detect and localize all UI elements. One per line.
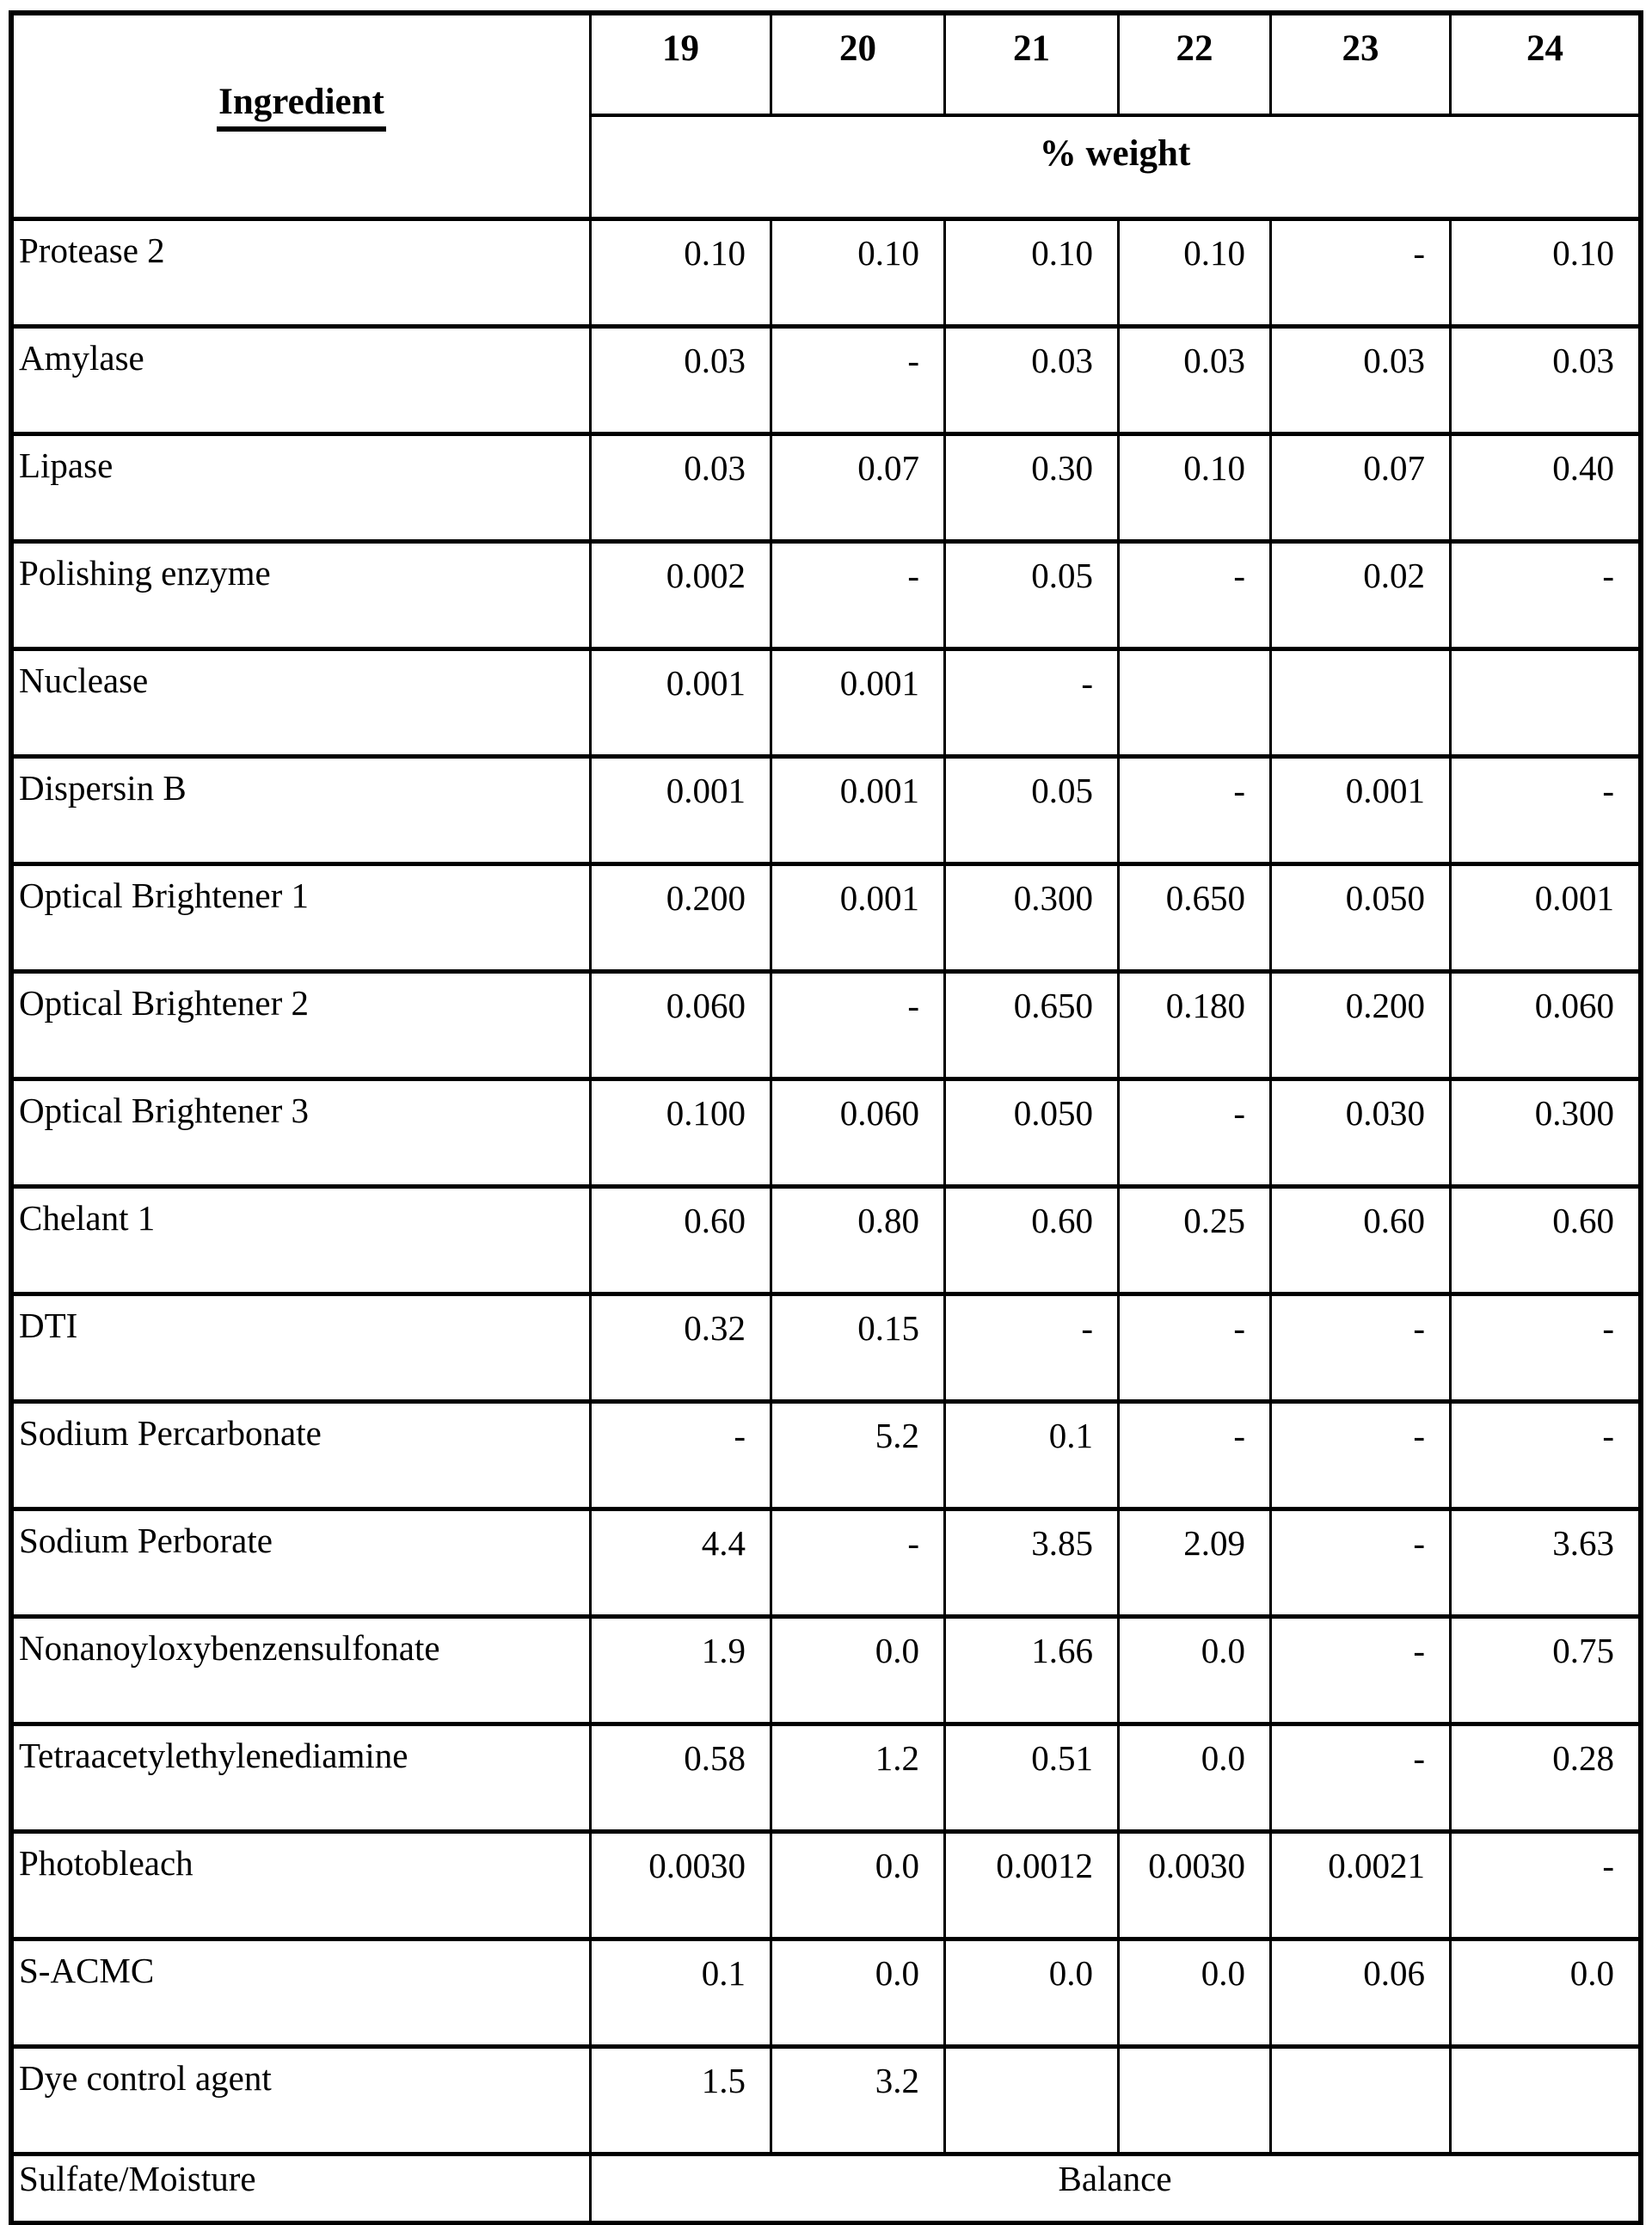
value-cell: 0.05 [946,544,1120,651]
column-header-22: 22 [1120,15,1272,117]
value-cell: - [1120,544,1272,651]
value-cell: - [1452,1404,1638,1511]
value-cell: 0.80 [772,1189,946,1296]
value-cell: 0.1 [592,1941,772,2049]
value-cell: 0.300 [1452,1081,1638,1189]
value-cell: - [1272,221,1452,329]
ingredient-cell: S-ACMC [14,1941,592,2049]
ingredient-cell: Lipase [14,436,592,544]
value-cell: 0.0 [946,1941,1120,2049]
value-cell: 0.30 [946,436,1120,544]
value-cell: 0.0 [1120,1726,1272,1834]
value-cell: 0.0 [1120,1619,1272,1726]
value-cell: 0.10 [592,221,772,329]
ingredient-cell: Dye control agent [14,2049,592,2156]
value-cell: - [1452,1296,1638,1404]
value-cell: 0.0030 [592,1834,772,1941]
column-header-20: 20 [772,15,946,117]
value-cell: 3.63 [1452,1511,1638,1619]
value-cell [1272,2049,1452,2156]
value-cell [1272,651,1452,759]
value-cell: 0.030 [1272,1081,1452,1189]
column-header-24: 24 [1452,15,1638,117]
value-cell: 0.0012 [946,1834,1120,1941]
value-cell: 0.0 [1120,1941,1272,2049]
ingredient-cell: Polishing enzyme [14,544,592,651]
partial-row-ingredient-cell: Sulfate/Moisture [14,2156,592,2225]
ingredient-cell: Nonanoyloxybenzensulfonate [14,1619,592,1726]
column-header-21: 21 [946,15,1120,117]
value-cell: 0.10 [1120,221,1272,329]
value-cell: 0.0030 [1120,1834,1272,1941]
value-cell: 0.60 [946,1189,1120,1296]
ingredient-header-label: Ingredient [217,82,386,132]
value-cell: 0.03 [592,329,772,436]
value-cell: - [1272,1619,1452,1726]
value-cell: - [1452,1834,1638,1941]
value-cell: 0.300 [946,866,1120,974]
value-cell: - [1120,1296,1272,1404]
value-cell: 3.2 [772,2049,946,2156]
value-cell: 0.58 [592,1726,772,1834]
value-cell: 1.5 [592,2049,772,2156]
value-cell: 0.001 [772,866,946,974]
value-cell: 0.03 [592,436,772,544]
value-cell: 0.60 [1452,1189,1638,1296]
value-cell: 0.0021 [1272,1834,1452,1941]
value-cell: 0.03 [1272,329,1452,436]
ingredient-cell: Nuclease [14,651,592,759]
value-cell: 0.1 [946,1404,1120,1511]
value-cell: - [772,329,946,436]
value-cell: 0.650 [1120,866,1272,974]
value-cell: - [772,1511,946,1619]
value-cell: 0.001 [772,651,946,759]
value-cell: 0.75 [1452,1619,1638,1726]
value-cell: 1.66 [946,1619,1120,1726]
ingredient-header-cell [14,15,592,221]
value-cell: 0.0 [772,1619,946,1726]
value-cell: 0.0 [1452,1941,1638,2049]
value-cell: 0.180 [1120,974,1272,1081]
value-cell: 0.28 [1452,1726,1638,1834]
value-cell: 0.32 [592,1296,772,1404]
value-cell: - [1120,759,1272,866]
value-cell: 0.07 [772,436,946,544]
ingredient-cell: Optical Brightener 1 [14,866,592,974]
value-cell: 0.060 [772,1081,946,1189]
ingredient-cell: Sodium Percarbonate [14,1404,592,1511]
value-cell [946,2049,1120,2156]
value-cell: 0.02 [1272,544,1452,651]
column-header-19: 19 [592,15,772,117]
value-cell: 0.200 [1272,974,1452,1081]
value-cell: 0.060 [592,974,772,1081]
value-cell: 0.40 [1452,436,1638,544]
value-cell: 0.07 [1272,436,1452,544]
ingredient-cell: Chelant 1 [14,1189,592,1296]
value-cell [1452,651,1638,759]
value-cell: 0.001 [772,759,946,866]
value-cell: 0.51 [946,1726,1120,1834]
value-cell: 0.10 [946,221,1120,329]
value-cell: 0.002 [592,544,772,651]
ingredient-cell: Amylase [14,329,592,436]
value-cell: 0.060 [1452,974,1638,1081]
column-header-23: 23 [1272,15,1452,117]
value-cell: 1.2 [772,1726,946,1834]
value-cell: 0.10 [1452,221,1638,329]
value-cell: 0.10 [772,221,946,329]
value-cell: 0.001 [592,759,772,866]
value-cell: - [1452,759,1638,866]
value-cell: 0.03 [1452,329,1638,436]
value-cell: - [1272,1726,1452,1834]
ingredient-cell: Tetraacetylethylenediamine [14,1726,592,1834]
value-cell: - [1272,1404,1452,1511]
ingredient-cell: Optical Brightener 2 [14,974,592,1081]
value-cell: - [946,651,1120,759]
value-cell: 0.100 [592,1081,772,1189]
value-cell: 0.60 [1272,1189,1452,1296]
value-cell: 0.05 [946,759,1120,866]
value-cell: 0.001 [592,651,772,759]
weight-header-cell: % weight [592,117,1638,221]
partial-row-value-cell: Balance [592,2156,1638,2225]
value-cell: - [946,1296,1120,1404]
value-cell: 0.001 [1272,759,1452,866]
value-cell: 0.650 [946,974,1120,1081]
value-cell: - [772,544,946,651]
value-cell: 0.0 [772,1941,946,2049]
value-cell: 5.2 [772,1404,946,1511]
value-cell [1120,2049,1272,2156]
value-cell: 0.06 [1272,1941,1452,2049]
value-cell: 0.050 [1272,866,1452,974]
value-cell: 4.4 [592,1511,772,1619]
ingredient-cell: Optical Brightener 3 [14,1081,592,1189]
ingredient-cell: Sodium Perborate [14,1511,592,1619]
value-cell: 0.03 [1120,329,1272,436]
value-cell: - [592,1404,772,1511]
value-cell [1452,2049,1638,2156]
value-cell: 0.0 [772,1834,946,1941]
value-cell: - [1272,1511,1452,1619]
value-cell: 0.10 [1120,436,1272,544]
value-cell: 0.050 [946,1081,1120,1189]
value-cell: 2.09 [1120,1511,1272,1619]
value-cell: - [772,974,946,1081]
ingredient-cell: Dispersin B [14,759,592,866]
value-cell: 0.03 [946,329,1120,436]
value-cell: 3.85 [946,1511,1120,1619]
value-cell [1120,651,1272,759]
value-cell: 1.9 [592,1619,772,1726]
value-cell: 0.60 [592,1189,772,1296]
value-cell: 0.001 [1452,866,1638,974]
value-cell: - [1120,1404,1272,1511]
ingredient-table [9,10,1643,2225]
value-cell: 0.15 [772,1296,946,1404]
ingredient-cell: Photobleach [14,1834,592,1941]
value-cell: - [1272,1296,1452,1404]
ingredient-cell: Protease 2 [14,221,592,329]
ingredient-cell: DTI [14,1296,592,1404]
value-cell: - [1452,544,1638,651]
value-cell: 0.200 [592,866,772,974]
value-cell: - [1120,1081,1272,1189]
value-cell: 0.25 [1120,1189,1272,1296]
